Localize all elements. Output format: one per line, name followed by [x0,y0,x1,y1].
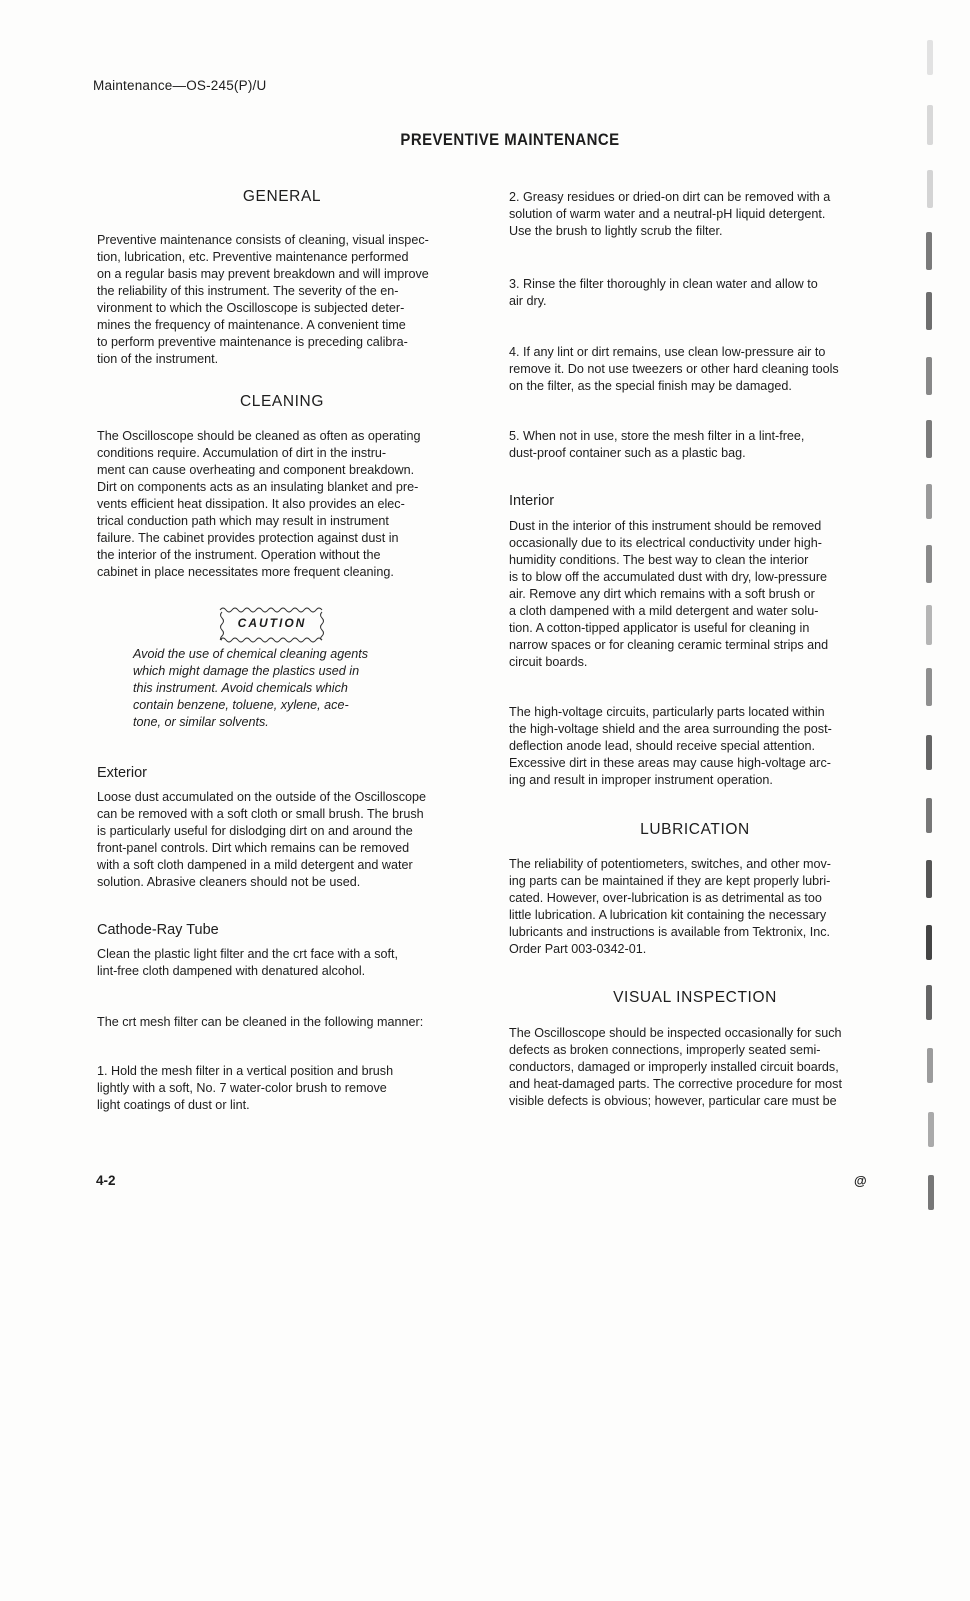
crt-text: Clean the plastic light filter and the crt face with a soft, lint-free cloth dampened with denatured alcohol. [97,947,399,978]
visual-heading: VISUAL INSPECTION [613,989,777,1006]
caution-label: CAUTION [237,616,307,630]
interior-heading: Interior [509,493,555,509]
interior-section [509,493,881,509]
lubrication-body-wrap [509,856,881,958]
step1-text: 1. Hold the mesh filter in a vertical position and brush lightly with a soft, No. 7 water-color brush to remove light coatings of dust or lint. [97,1064,394,1112]
general-text: Preventive maintenance consists of cleaning, visual inspec- tion, lubrication, etc. Preventive maintenance performed on a regular basis may prevent breakdown and will improve the reliability of this instrument. The severity of the en- vironment to which the Oscilloscope is subjected deter- mines the frequency of maintenance. A convenient time to perform preventive maintenance is preceding calibra- tion of the instrument. [97,233,429,366]
exterior-section [97,765,467,781]
crt-heading: Cathode-Ray Tube [97,922,219,938]
step5-wrap [509,428,881,462]
step4-wrap [509,344,881,395]
visual-section [509,989,881,1007]
cleaning-section [97,393,467,411]
crt-mesh-wrap [97,1014,467,1031]
exterior-body-wrap [97,789,467,891]
interior-body-wrap [509,518,881,671]
general-heading: GENERAL [242,188,322,205]
crt-section [97,922,467,938]
page-title: PREVENTIVE MAINTENANCE [400,130,620,149]
caution-box [218,604,326,644]
visual-body-wrap [509,1025,881,1110]
step1-wrap [97,1063,467,1114]
step5-text: 5. When not in use, store the mesh filter in a lint-free, dust-proof container such as a plastic bag. [509,429,805,460]
page-number: 4-2 [96,1173,116,1188]
step4-text: 4. If any lint or dirt remains, use clean low-pressure air to remove it. Do not use tweezers or other hard cleaning tools on the filter, as the special finish may be damaged. [509,345,839,393]
exterior-heading: Exterior [97,765,147,781]
hv-text: The high-voltage circuits, particularly parts located within the high-voltage shield and the area surrounding the post- deflection anode lead, should receive special attention. Excessive dirt in these areas may cause high-voltage arc- ing and result in improper instrument operation. [509,705,832,787]
visual-text: The Oscilloscope should be inspected occasionally for such defects as broken connections, improperly seated semi- conductors, damaged or improperly installed circuit boards, and heat-damaged parts. The corrective procedure for most visible defects is obvious; however, particular care must be [509,1026,842,1108]
interior-text: Dust in the interior of this instrument should be removed occasionally due to its electrical conductivity under high- humidity conditions. The best way to clean the interior is to blow off the accumulated dust with dry, low-pressure air. Remove any dirt which remains with a soft brush or a cloth dampened with a mild detergent and water solu- tion. A cotton-tipped applicator is useful for cleaning in narrow spaces or for cleaning ceramic terminal strips and circuit boards. [509,519,829,669]
general-section [97,188,467,206]
lubrication-heading: LUBRICATION [640,821,750,838]
step2-wrap [509,189,881,240]
cleaning-heading: CLEANING [239,393,325,410]
crt-mesh-text: The crt mesh filter can be cleaned in the following manner: [97,1015,424,1029]
step3-wrap [509,276,881,310]
lubrication-text: The reliability of potentiometers, switches, and other mov- ing parts can be maintained if they are kept properly lubri- cated. However, over-lubrication is as detrimental as too little lubrication. A lubrication kit containing the necessary lubricants and instructions is available from Tektronix, Inc. Order Part 003-0342-01. [509,857,831,956]
lubrication-section [509,821,881,839]
general-body-wrap [97,232,467,368]
cleaning-body-wrap [97,428,467,581]
exterior-text: Loose dust accumulated on the outside of the Oscilloscope can be removed with a soft cloth or small brush. The brush is particularly useful for dislodging dirt on and around the front-panel controls. Dirt which remains can be removed with a soft cloth dampened in a mild detergent and water solution. Abrasive cleaners should not be used. [97,790,427,889]
step2-text: 2. Greasy residues or dried-on dirt can be removed with a solution of warm water and a neutral-pH liquid detergent. Use the brush to lightly scrub the filter. [509,190,831,238]
cleaning-text: The Oscilloscope should be cleaned as often as operating conditions require. Accumulation of dirt in the instru- ment can cause overheating and component breakdown. Dirt on components acts as an insulating blanket and pre- vents efficient heat dissipation. It also provides an elec- trical conduction path which may result in instrument failure. The cabinet provides protection against dust in the interior of the instrument. Operation without the cabinet in place necessitates more frequent cleaning. [97,429,421,579]
step3-text: 3. Rinse the filter thoroughly in clean water and allow to air dry. [509,277,818,308]
caution-text: Avoid the use of chemical cleaning agents which might damage the plastics used in this instrument. Avoid chemicals which contain benzene, toluene, xylene, ace- tone, or similar solvents. [133,647,369,729]
crt-body-wrap [97,946,467,980]
running-header: Maintenance—OS-245(P)/U [93,78,267,93]
page-mark: @ [854,1173,867,1188]
hv-wrap [509,704,881,789]
